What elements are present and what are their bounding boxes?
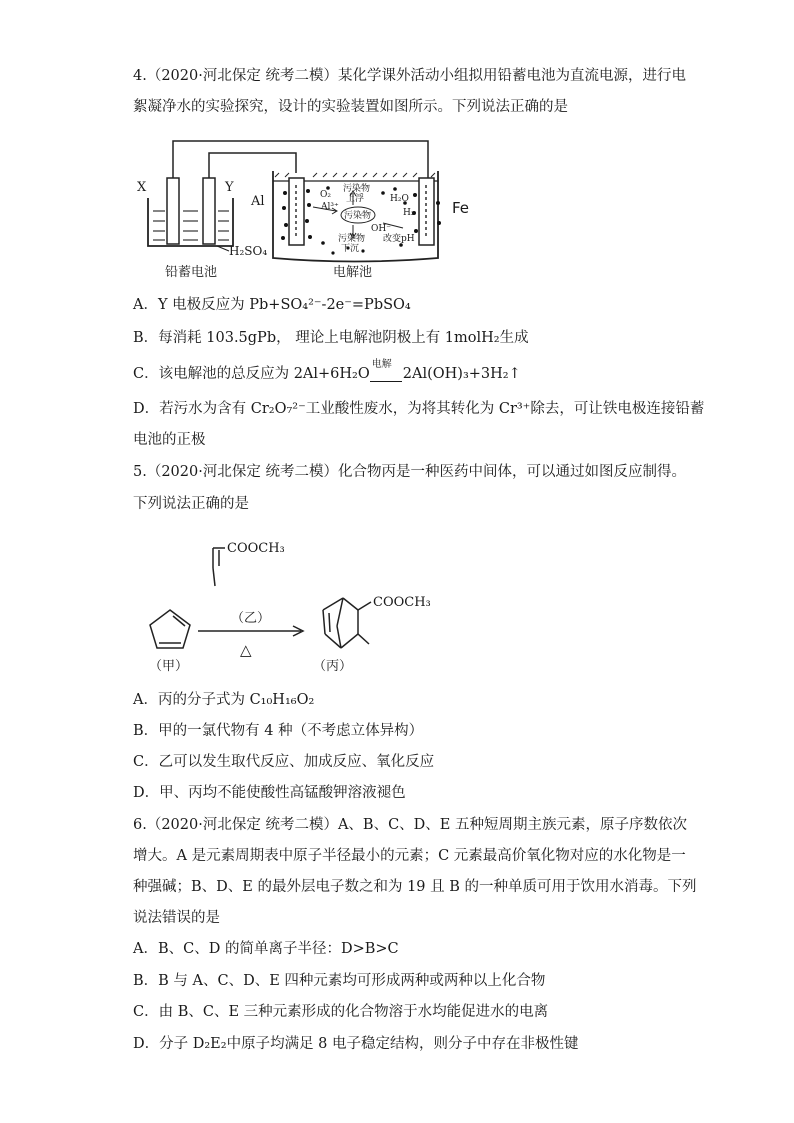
label-o2: O₂ <box>320 190 331 200</box>
reagent-label: （乙） <box>231 611 271 626</box>
q6-stem-line2: 增大。A 是元素周期表中原子半径最小的元素；C 元素最高价氧化物对应的水化物是一 <box>133 848 686 864</box>
label-al3: Al³⁺ <box>321 202 339 212</box>
q4-option-a: A．Y 电极反应为 Pb+SO₄²⁻-2e⁻=PbSO₄ <box>133 297 411 313</box>
wire-x-to-fe <box>173 141 428 178</box>
q6-stem-line4: 说法错误的是 <box>133 910 220 926</box>
q6-option-c: C．由 B、C、E 三种元素形成的化合物溶于水均能促进水的电离 <box>133 1004 549 1020</box>
product-group-label: COOCH₃ <box>373 595 431 610</box>
electrode-x <box>167 178 179 244</box>
q5-option-a: A．丙的分子式为 C₁₀H₁₆O₂ <box>133 692 315 708</box>
label-ph: 改变pH <box>383 234 415 244</box>
label-h2so4: H₂SO₄ <box>229 244 268 258</box>
q5-stem-line1: 5.（2020·河北保定 统考二模）化合物丙是一种医药中间体，可以通过如图反应制得。 <box>133 464 686 480</box>
q5-option-c: C．乙可以发生取代反应、加成反应、氧化反应 <box>133 754 435 770</box>
label-sink-1: 污染物 <box>338 234 366 244</box>
q5-option-d: D．甲、丙均不能使酸性高锰酸钾溶液褪色 <box>133 785 406 801</box>
product-structure <box>323 598 371 648</box>
label-sink-2: 下沉 <box>341 244 360 254</box>
q4-stem-line2: 絮凝净水的实验探究，设计的实验装置如图所示。下列说法正确的是 <box>133 99 568 115</box>
q6-option-a: A．B、C、D 的简单离子半径：D>B>C <box>133 941 399 957</box>
q6-option-d: D．分子 D₂E₂中原子均满足 8 电子稳定结构，则分子中存在非极性键 <box>133 1036 579 1052</box>
reaction-arrow <box>198 626 303 636</box>
label-float-1: 污染物 <box>343 184 371 194</box>
label-h2o: H₂O <box>390 194 409 204</box>
electrolysis-condition: 电解 <box>371 359 392 370</box>
electrode-y <box>203 178 215 244</box>
reagent-structure <box>213 548 225 586</box>
q4-option-d-line1: D．若污水为含有 Cr₂O₇²⁻工业酸性废水，为将其转化为 Cr³⁺除去，可让铁电极连接铅蓄 <box>133 401 705 417</box>
reagent-group-label: COOCH₃ <box>227 541 285 556</box>
q4-option-b: B．每消耗 103.5gPb， 理论上电解池阴极上有 1molH₂生成 <box>133 330 529 346</box>
product-label: （丙） <box>313 659 353 674</box>
label-y: Y <box>225 180 234 195</box>
wire-y-to-al <box>209 153 296 178</box>
start-label: （甲） <box>149 659 189 674</box>
q5-stem-line2: 下列说法正确的是 <box>133 496 249 512</box>
q6-stem-line3: 种强碱；B、D、E 的最外层电子数之和为 19 且 B 的一种单质可用于饮用水消毒。下列 <box>133 879 697 895</box>
label-h2: H₂ <box>403 208 415 218</box>
q6-stem-line1: 6.（2020·河北保定 统考二模）A、B、C、D、E 五种短周期主族元素，原子序数依次 <box>133 817 687 833</box>
cyclopentadiene-structure <box>150 610 190 648</box>
label-cell: 电解池 <box>333 265 373 280</box>
q5-option-b: B．甲的一氯代物有 4 种（不考虑立体异构） <box>133 723 424 739</box>
label-oh: OH⁻ <box>371 224 391 234</box>
label-x: X <box>137 180 147 195</box>
lead-acid-battery <box>148 178 233 251</box>
label-pollutant: 污染物 <box>344 211 372 221</box>
label-float-2: 上浮 <box>346 194 365 204</box>
q4-option-c-condition <box>370 359 402 382</box>
heat-symbol: △ <box>240 641 252 659</box>
q4-option-c-pre: C．该电解池的总反应为 2Al+6H₂O <box>133 366 370 382</box>
q4-option-c <box>133 359 521 384</box>
label-battery: 铅蓄电池 <box>165 265 218 280</box>
q4-option-d-line2: 电池的正极 <box>133 432 206 448</box>
q6-option-b: B．B 与 A、C、D、E 四种元素均可形成两种或两种以上化合物 <box>133 973 546 989</box>
label-fe: Fe <box>452 199 470 217</box>
q4-option-c-post: 2Al(OH)₃+3H₂↑ <box>402 366 521 382</box>
q4-stem-line1: 4.（2020·河北保定 统考二模）某化学课外活动小组拟用铅蓄电池为直流电源，进行电 <box>133 68 686 84</box>
label-al: Al <box>251 194 265 209</box>
q5-reaction-figure <box>133 530 443 675</box>
q4-electrolysis-figure <box>133 133 473 283</box>
